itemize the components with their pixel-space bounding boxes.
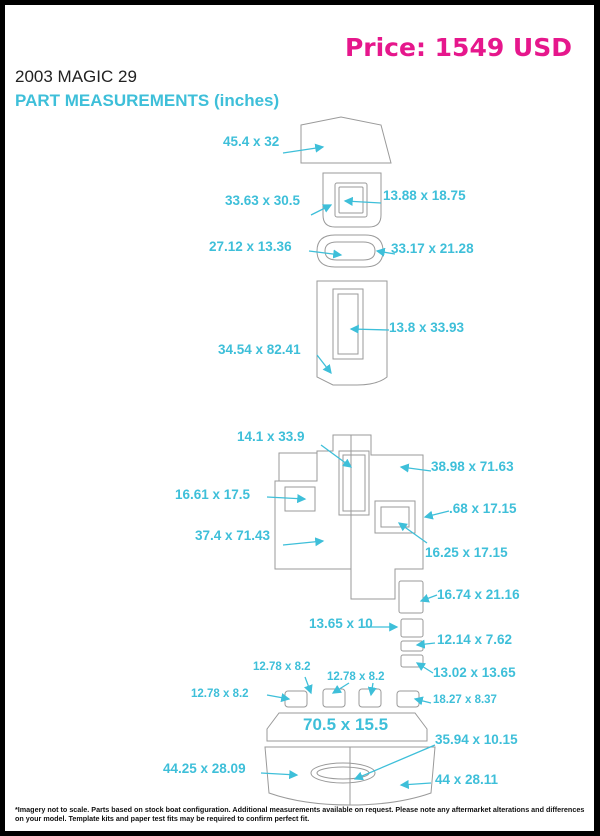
label-part-3: 13.88 x 18.75: [383, 188, 466, 203]
page-subtitle: PART MEASUREMENTS (inches): [15, 91, 280, 110]
label-part-19: 13.02 x 13.65: [433, 665, 516, 680]
label-part-21: 18.27 x 8.37: [433, 694, 497, 706]
label-part-23: 35.94 x 10.15: [435, 732, 518, 747]
part-aft-2: [401, 619, 423, 637]
label-part-6: 13.8 x 33.93: [389, 320, 465, 335]
label-part-22: 70.5 x 15.5: [303, 715, 389, 734]
model-title: 2003 MAGIC 29: [15, 67, 137, 86]
part-aft-1: [399, 581, 423, 613]
label-part-10: 16.61 x 17.5: [175, 487, 251, 502]
step-3: [359, 689, 381, 707]
label-part-2: 33.63 x 30.5: [225, 193, 301, 208]
disclaimer-text: *Imagery not to scale. Parts based on stock boat configuration. Additional measurements available on request. Please note any aftermarket alterations and differences on your model. Template kits and paper test fits may be required to confirm perfect fit.: [15, 805, 585, 823]
label-part-17: 12.78 x 8.2: [253, 661, 311, 673]
label-part-25: 44 x 28.11: [435, 772, 499, 787]
label-part-7: 34.54 x 82.41: [218, 342, 301, 357]
label-part-1: 45.4 x 32: [223, 134, 280, 149]
part-bow: [301, 117, 391, 163]
label-part-5: 33.17 x 21.28: [391, 241, 474, 256]
label-part-13: 16.25 x 17.15: [425, 545, 508, 560]
price-label: Price: 1549 USD: [344, 33, 572, 62]
part-mid-section: [275, 435, 423, 599]
label-part-20: 12.78 x 8.2: [191, 688, 249, 700]
label-part-9: 38.98 x 71.63: [431, 459, 514, 474]
label-part-16: 12.14 x 7.62: [437, 632, 513, 647]
label-part-4: 27.12 x 13.36: [209, 239, 292, 254]
label-part-8: 14.1 x 33.9: [237, 429, 305, 444]
diagram-sheet: [5, 5, 594, 831]
part-hatch: [323, 173, 381, 227]
label-part-14: 16.74 x 21.16: [437, 587, 520, 602]
part-aft-3: [401, 641, 423, 651]
label-part-15: 13.65 x 10: [309, 616, 373, 631]
label-part-11: .68 x 17.15: [449, 501, 517, 516]
label-part-12: 37.4 x 71.43: [195, 528, 271, 543]
parts-diagram: [5, 5, 594, 831]
label-part-18: 12.78 x 8.2: [327, 671, 385, 683]
label-part-24: 44.25 x 28.09: [163, 761, 246, 776]
part-console: [317, 235, 383, 267]
